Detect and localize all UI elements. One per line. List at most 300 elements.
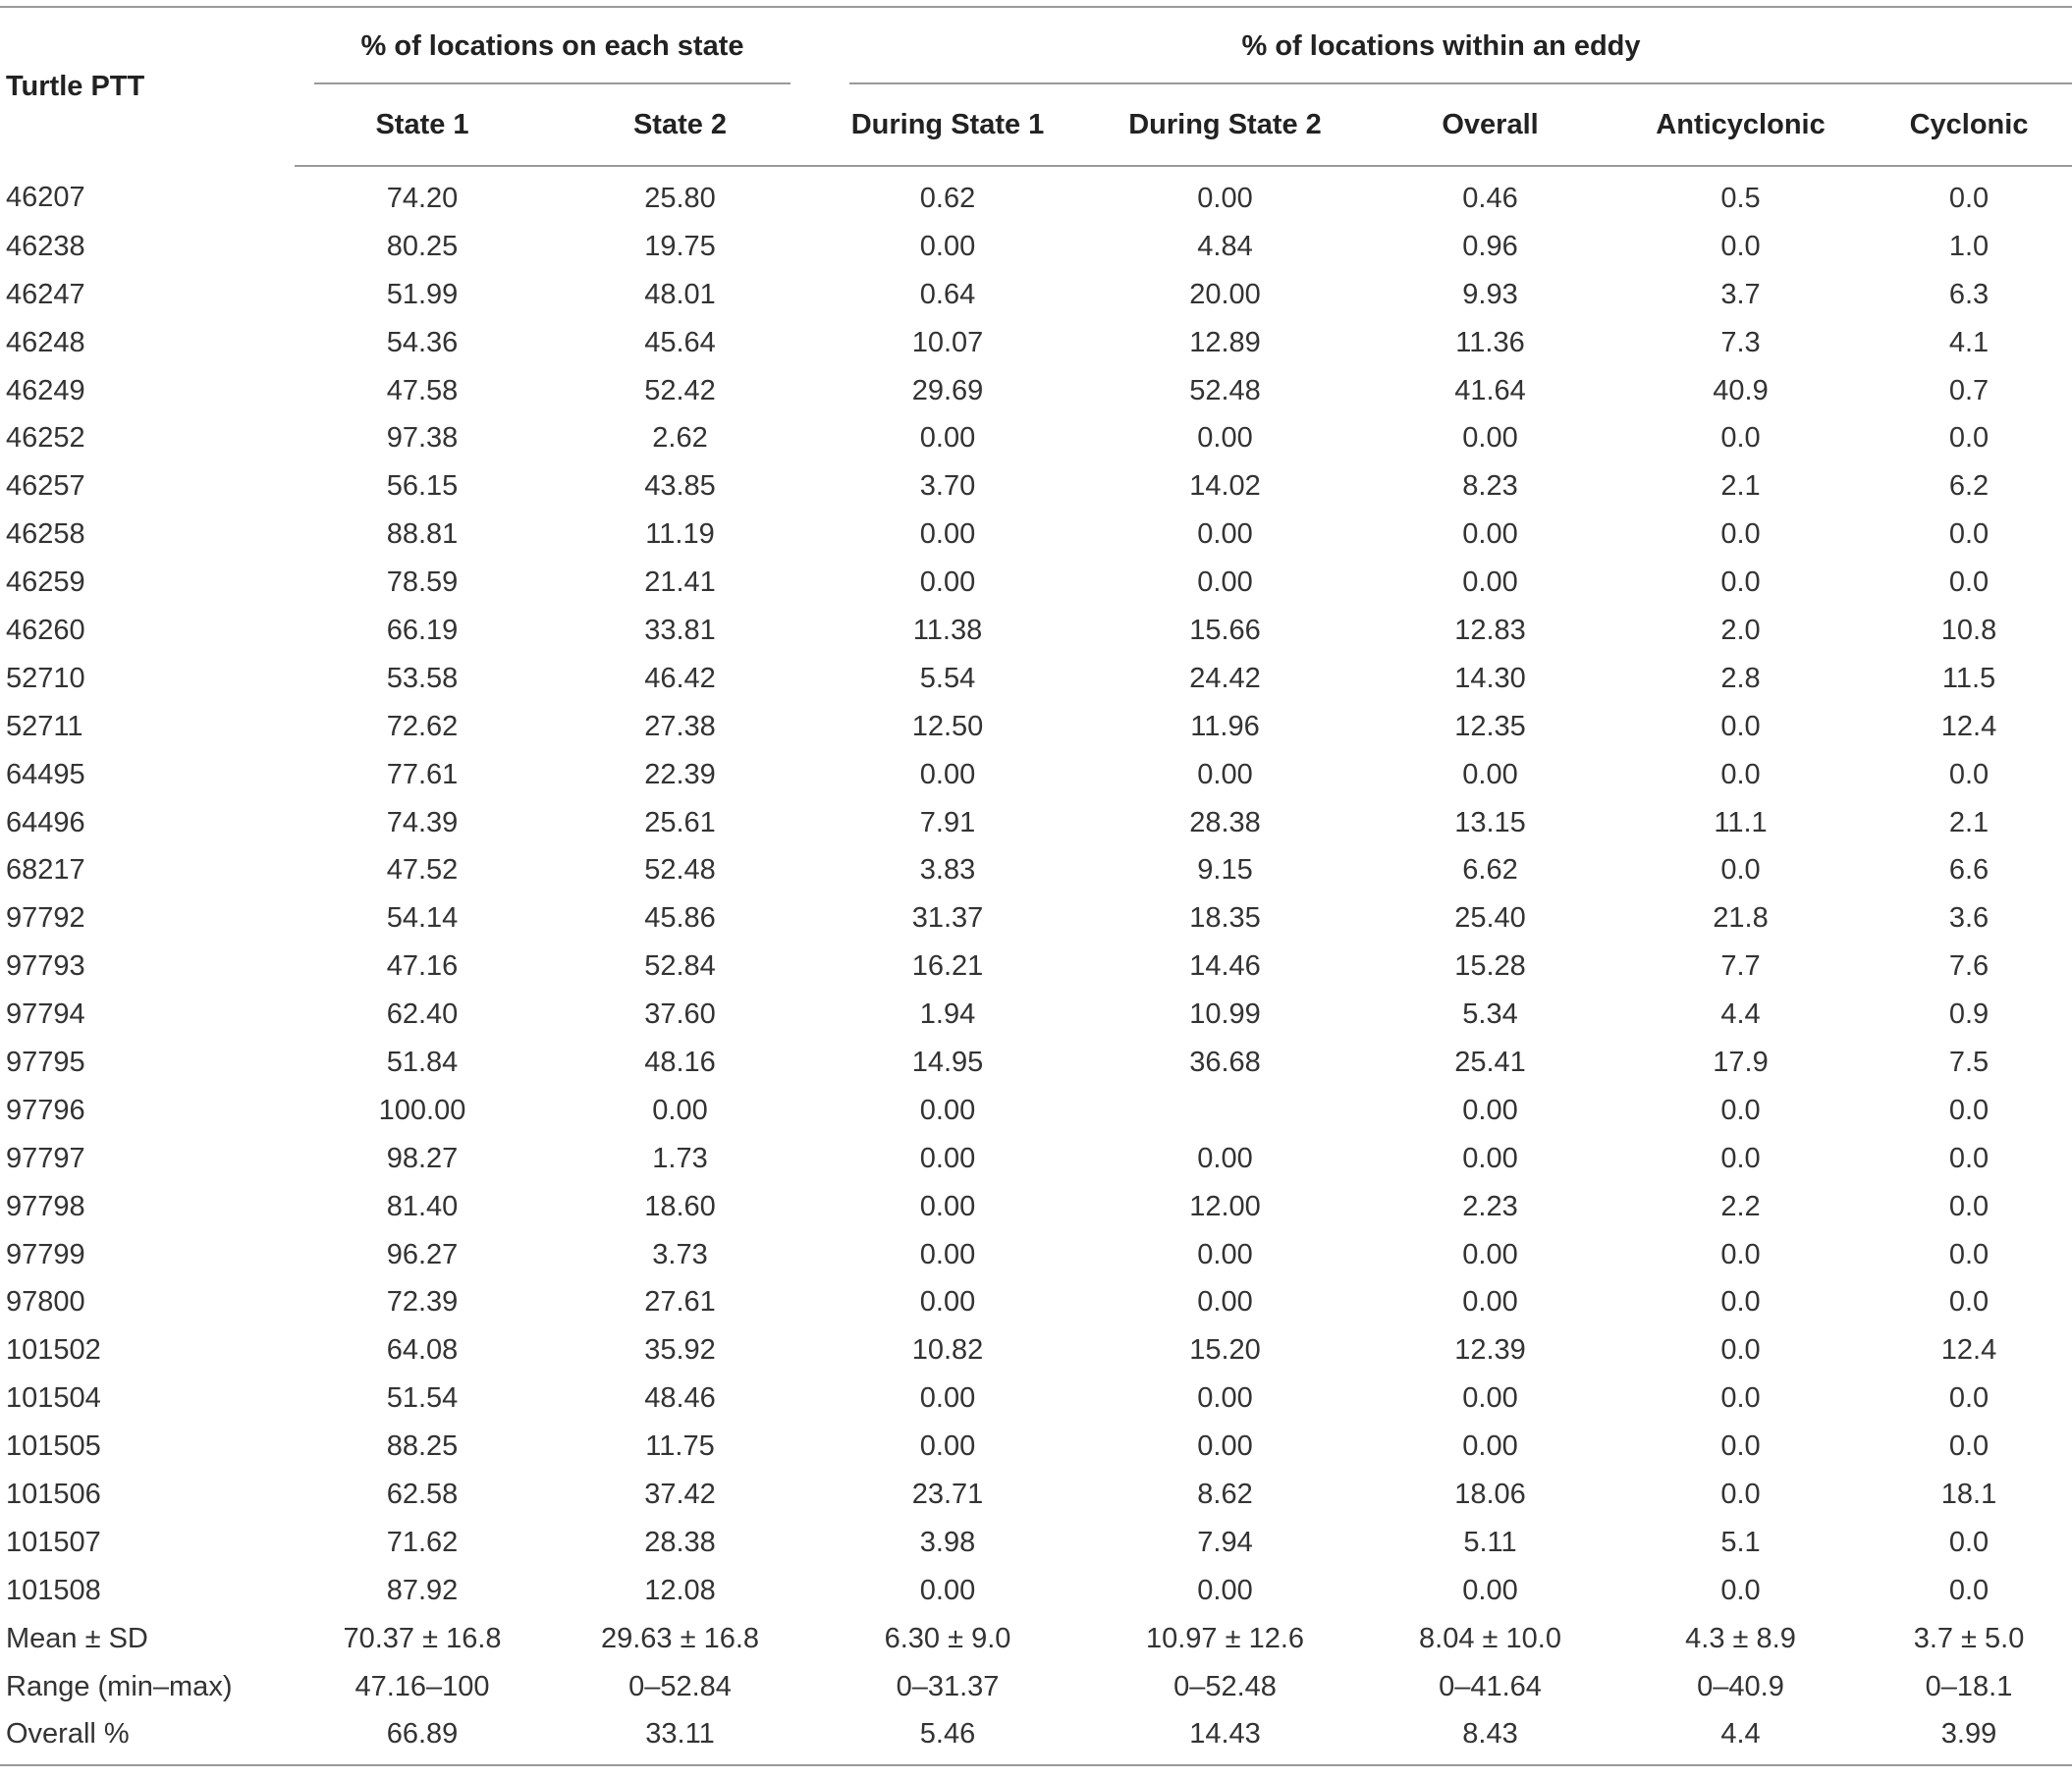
table-cell: 47.58 xyxy=(386,374,459,406)
table-cell: 14.02 xyxy=(1189,470,1261,503)
row-label: 97797 xyxy=(6,1142,85,1174)
table-cell: 5.46 xyxy=(810,1711,1085,1766)
table-cell: 12.4 xyxy=(1940,1334,1997,1367)
table-cell: 37.60 xyxy=(644,998,716,1031)
table-cell: 19.75 xyxy=(644,230,716,262)
table-cell: 0.00 xyxy=(1462,422,1518,455)
table-cell: 0.9 xyxy=(1948,998,1990,1031)
table-row xyxy=(0,846,2072,894)
table-row xyxy=(0,1326,2072,1375)
table-cell: 0.0 xyxy=(1948,1430,1990,1463)
table-cell: 5.11 xyxy=(1463,1526,1517,1558)
table-cell: 4.3 ± 8.9 xyxy=(1685,1622,1796,1654)
table-row xyxy=(0,511,2072,559)
table-row xyxy=(0,223,2072,271)
table-cell: 8.04 ± 10.0 xyxy=(1419,1622,1561,1654)
table-cell: 4.4 xyxy=(1720,998,1761,1031)
row-label: 64496 xyxy=(6,806,85,838)
table-row xyxy=(0,367,2072,415)
table-cell: 0.00 xyxy=(1462,1142,1518,1174)
table-cell: 0–31.37 xyxy=(896,1670,1000,1702)
table-cell: 0.0 xyxy=(1720,710,1761,742)
table-cell: 33.81 xyxy=(644,614,716,646)
table-row xyxy=(0,1135,2072,1183)
table-cell: 16.21 xyxy=(911,950,984,983)
row-label: 46207 xyxy=(6,182,85,214)
table-cell: 25.61 xyxy=(644,806,716,838)
table-cell: 3.7 ± 5.0 xyxy=(1913,1622,2025,1654)
table-row xyxy=(0,1278,2072,1326)
table-cell: 14.95 xyxy=(911,1046,984,1078)
table-cell: 3.7 xyxy=(1720,278,1761,310)
table-cell: 7.91 xyxy=(919,806,976,838)
table-cell: 0.00 xyxy=(919,518,976,551)
table-cell: 70.37 ± 16.8 xyxy=(343,1622,502,1654)
table-cell: 21.8 xyxy=(1713,902,1769,935)
row-label: 64495 xyxy=(6,758,85,790)
table-cell: 53.58 xyxy=(386,662,459,694)
table-cell: 54.14 xyxy=(386,902,459,935)
row-label: 46257 xyxy=(6,470,85,503)
table-cell: 11.75 xyxy=(645,1430,715,1463)
table-cell: 74.20 xyxy=(386,182,459,214)
table-cell: 5.34 xyxy=(1462,998,1518,1031)
table-row xyxy=(0,991,2072,1039)
table-cell: 0.00 xyxy=(919,1238,976,1270)
table-cell: 0.00 xyxy=(919,230,976,262)
table-row xyxy=(0,271,2072,319)
row-label: 68217 xyxy=(6,854,85,887)
table-cell: 0.0 xyxy=(1948,422,1990,455)
table-cell: 25.41 xyxy=(1454,1046,1526,1078)
table-cell: 18.06 xyxy=(1454,1478,1526,1510)
table-cell: 96.27 xyxy=(386,1238,459,1270)
table-cell: 81.40 xyxy=(386,1190,459,1222)
table-cell: 2.0 xyxy=(1720,614,1761,646)
row-label: Overall % xyxy=(0,1711,295,1766)
table-cell: 0.0 xyxy=(1720,1430,1761,1463)
table-cell: 66.19 xyxy=(386,614,459,646)
row-label: 97796 xyxy=(6,1094,85,1126)
table-cell: 43.85 xyxy=(644,470,716,503)
table-row xyxy=(0,1039,2072,1087)
table-cell: 0–40.9 xyxy=(1697,1670,1784,1702)
table-row xyxy=(0,559,2072,607)
table-cell: 14.46 xyxy=(1189,950,1261,983)
table-cell: 48.16 xyxy=(644,1046,716,1078)
table-cell: 0.00 xyxy=(1462,1574,1518,1606)
table-cell: 0.0 xyxy=(1948,1142,1990,1174)
table-cell: 4.84 xyxy=(1197,230,1253,262)
table-cell: 0.00 xyxy=(919,758,976,790)
table-cell: 6.3 xyxy=(1948,278,1990,310)
table-cell: 7.94 xyxy=(1197,1526,1253,1558)
table-cell: 31.37 xyxy=(911,902,984,935)
table-cell: 0.00 xyxy=(919,1430,976,1463)
table-cell: 0.00 xyxy=(1462,1094,1518,1126)
table-cell: 28.38 xyxy=(1189,806,1261,838)
table-cell: 0.00 xyxy=(652,1094,708,1126)
table-row xyxy=(0,1711,2072,1766)
table-cell: 87.92 xyxy=(386,1574,459,1606)
table-cell: 12.00 xyxy=(1189,1190,1261,1222)
table-row xyxy=(0,1471,2072,1519)
table-cell: 35.92 xyxy=(644,1334,716,1367)
table-cell: 3.99 xyxy=(1866,1711,2072,1766)
table-cell: 15.20 xyxy=(1189,1334,1261,1367)
table-cell: 5.54 xyxy=(919,662,976,694)
header-turtle-ptt: Turtle PTT xyxy=(0,7,295,166)
table-row xyxy=(0,1567,2072,1615)
table-cell: 41.64 xyxy=(1454,374,1526,406)
table-cell: 2.2 xyxy=(1720,1190,1761,1222)
table-cell: 18.60 xyxy=(644,1190,716,1222)
table-cell: 12.50 xyxy=(911,710,984,742)
row-label: 97800 xyxy=(6,1286,85,1319)
column-header: Overall xyxy=(1365,84,1615,166)
table-cell: 0–18.1 xyxy=(1925,1670,2013,1702)
table-cell: 7.5 xyxy=(1948,1046,1990,1078)
table-cell: 0.0 xyxy=(1720,1478,1761,1510)
table-cell: 97.38 xyxy=(386,422,459,455)
table-cell: 0.00 xyxy=(1197,1142,1253,1174)
table-container xyxy=(0,6,2072,1766)
header-group-states xyxy=(295,7,810,84)
table-cell: 21.41 xyxy=(644,566,716,599)
table-cell: 0.0 xyxy=(1948,566,1990,599)
table-cell: 11.5 xyxy=(1941,662,1996,694)
data-table xyxy=(0,6,2072,1766)
table-cell: 7.3 xyxy=(1720,326,1761,358)
row-label: 101507 xyxy=(6,1526,101,1558)
table-cell: 7.6 xyxy=(1948,950,1990,983)
table-cell: 0.00 xyxy=(919,1094,976,1126)
table-cell: 5.1 xyxy=(1720,1526,1761,1558)
table-cell: 0.00 xyxy=(1197,1382,1253,1415)
table-cell: 0.0 xyxy=(1948,758,1990,790)
table-cell: 72.62 xyxy=(386,710,459,742)
table-cell: 0.0 xyxy=(1720,518,1761,551)
table-cell: 12.4 xyxy=(1940,710,1997,742)
table-cell: 2.1 xyxy=(1948,806,1990,838)
header-group-eddy xyxy=(810,7,2072,84)
table-cell: 0.0 xyxy=(1720,1286,1761,1319)
table-row xyxy=(0,894,2072,943)
table-cell: 66.89 xyxy=(295,1711,550,1766)
table-cell: 13.15 xyxy=(1454,806,1526,838)
row-label: 97798 xyxy=(6,1190,85,1222)
table-cell: 62.40 xyxy=(386,998,459,1031)
table-cell: 0.00 xyxy=(1462,758,1518,790)
table-row xyxy=(0,319,2072,367)
table-cell: 47.16 xyxy=(386,950,459,983)
table-cell: 40.9 xyxy=(1713,374,1769,406)
table-cell: 0.96 xyxy=(1462,230,1518,262)
table-cell: 29.63 ± 16.8 xyxy=(600,1622,760,1654)
table-row xyxy=(0,607,2072,655)
table-cell: 7.7 xyxy=(1720,950,1761,983)
table-cell: 0.5 xyxy=(1720,182,1761,214)
table-cell: 11.38 xyxy=(912,614,983,646)
group-rule-eddy xyxy=(849,82,2072,84)
table-cell: 9.93 xyxy=(1462,278,1518,310)
table-cell: 14.30 xyxy=(1454,662,1526,694)
table-row xyxy=(0,462,2072,511)
table-cell: 0.00 xyxy=(1462,1382,1518,1415)
table-cell: 27.61 xyxy=(644,1286,716,1319)
table-row xyxy=(0,703,2072,751)
table-cell: 11.1 xyxy=(1714,806,1768,838)
table-cell: 0.00 xyxy=(1462,1430,1518,1463)
table-cell: 2.1 xyxy=(1720,470,1761,503)
table-cell: 48.46 xyxy=(644,1382,716,1415)
table-cell: 0.0 xyxy=(1720,854,1761,887)
table-row xyxy=(0,414,2072,462)
row-label: 97792 xyxy=(6,902,85,935)
table-cell: 37.42 xyxy=(644,1478,716,1510)
table-cell: 0.00 xyxy=(1197,1238,1253,1270)
table-cell: 80.25 xyxy=(386,230,459,262)
table-row xyxy=(0,1087,2072,1135)
table-cell: 18.1 xyxy=(1940,1478,1997,1510)
table-cell: 14.43 xyxy=(1085,1711,1365,1766)
table-row xyxy=(0,799,2072,847)
table-cell: 2.62 xyxy=(652,422,708,455)
table-cell: 45.64 xyxy=(644,326,716,358)
row-label: 101506 xyxy=(6,1478,101,1510)
table-cell: 0.0 xyxy=(1948,1526,1990,1558)
row-label: 52711 xyxy=(6,710,83,742)
table-cell: 0.00 xyxy=(1462,1286,1518,1319)
table-cell: 10.99 xyxy=(1189,998,1261,1031)
table-cell: 0.00 xyxy=(1197,1430,1253,1463)
table-cell: 4.1 xyxy=(1948,326,1990,358)
row-label: 97799 xyxy=(6,1238,85,1270)
table-cell: 0.0 xyxy=(1948,1238,1990,1270)
table-cell: 0.00 xyxy=(1462,1238,1518,1270)
table-cell: 9.15 xyxy=(1197,854,1253,887)
table-row xyxy=(0,1231,2072,1279)
column-header: During State 2 xyxy=(1085,84,1365,166)
table-cell: 77.61 xyxy=(386,758,459,790)
table-cell: 8.23 xyxy=(1462,470,1518,503)
table-cell: 10.82 xyxy=(911,1334,984,1367)
table-cell: 0.0 xyxy=(1948,518,1990,551)
row-label: 97793 xyxy=(6,950,85,983)
table-cell: 52.84 xyxy=(644,950,716,983)
row-label: 46238 xyxy=(6,230,85,262)
table-cell: 56.15 xyxy=(386,470,459,503)
table-cell: 0.00 xyxy=(919,1142,976,1174)
table-cell: 64.08 xyxy=(386,1334,459,1367)
row-label: 101502 xyxy=(6,1334,101,1367)
table-row xyxy=(0,1519,2072,1567)
table-cell: 10.8 xyxy=(1940,614,1997,646)
table-cell: 11.96 xyxy=(1190,710,1260,742)
table-row xyxy=(0,1663,2072,1711)
table-cell: 12.35 xyxy=(1454,710,1526,742)
table-cell: 18.35 xyxy=(1189,902,1261,935)
table-cell: 71.62 xyxy=(386,1526,459,1558)
table-cell: 0.0 xyxy=(1720,1238,1761,1270)
table-cell: 0.0 xyxy=(1948,1286,1990,1319)
table-cell: 47.52 xyxy=(386,854,459,887)
row-label: 97794 xyxy=(6,998,85,1031)
table-cell: 3.70 xyxy=(919,470,976,503)
table-cell: 3.73 xyxy=(652,1238,708,1270)
table-cell: 25.80 xyxy=(644,182,716,214)
row-label: 97795 xyxy=(6,1046,85,1078)
table-cell: 62.58 xyxy=(386,1478,459,1510)
table-cell: 25.40 xyxy=(1454,902,1526,935)
table-cell: 98.27 xyxy=(386,1142,459,1174)
table-cell: 12.83 xyxy=(1454,614,1526,646)
header-group-eddy-label: % of locations within an eddy xyxy=(1241,29,1641,62)
table-row xyxy=(0,1183,2072,1231)
group-rule-states xyxy=(314,82,791,84)
table-cell: 0.0 xyxy=(1720,1142,1761,1174)
table-cell: 10.97 ± 12.6 xyxy=(1145,1622,1305,1654)
table-cell: 51.84 xyxy=(386,1046,459,1078)
table-cell: 51.99 xyxy=(386,278,459,310)
table-cell: 0.00 xyxy=(1197,1574,1253,1606)
table-cell: 10.07 xyxy=(911,326,984,358)
table-cell: 3.83 xyxy=(919,854,976,887)
table-cell: 6.2 xyxy=(1948,470,1990,503)
table-cell: 8.62 xyxy=(1197,1478,1253,1510)
table-cell: 33.11 xyxy=(550,1711,810,1766)
table-cell: 0–41.64 xyxy=(1439,1670,1542,1702)
table-row xyxy=(0,943,2072,991)
table-cell: 0.0 xyxy=(1948,1190,1990,1222)
table-cell: 0.00 xyxy=(919,1382,976,1415)
table-cell: 54.36 xyxy=(386,326,459,358)
table-cell: 0.64 xyxy=(919,278,976,310)
table-cell: 0.00 xyxy=(1462,518,1518,551)
column-header: Anticyclonic xyxy=(1615,84,1866,166)
table-cell: 0.00 xyxy=(919,566,976,599)
column-header: Cyclonic xyxy=(1866,84,2072,166)
table-cell: 0.0 xyxy=(1948,182,1990,214)
table-row xyxy=(0,166,2072,223)
table-cell: 0.00 xyxy=(1197,758,1253,790)
table-cell: 0.00 xyxy=(919,1286,976,1319)
table-cell: 0.0 xyxy=(1720,230,1761,262)
table-cell: 12.08 xyxy=(644,1574,716,1606)
header-group-states-label: % of locations on each state xyxy=(360,29,744,62)
row-label: 46249 xyxy=(6,374,85,406)
table-cell: 0.0 xyxy=(1948,1574,1990,1606)
table-cell: 0.00 xyxy=(1197,1286,1253,1319)
table-cell: 0.0 xyxy=(1720,1382,1761,1415)
table-cell: 0.0 xyxy=(1720,1094,1761,1126)
row-label: 46258 xyxy=(6,518,85,551)
table-cell: 1.73 xyxy=(652,1142,708,1174)
table-cell: 0.62 xyxy=(919,182,976,214)
table-cell: 52.42 xyxy=(644,374,716,406)
row-label: 101505 xyxy=(6,1430,101,1463)
table-cell: 0–52.48 xyxy=(1173,1670,1277,1702)
column-header: State 1 xyxy=(295,84,550,166)
table-cell: 0.00 xyxy=(919,1574,976,1606)
table-cell: 0–52.84 xyxy=(628,1670,732,1702)
table-cell: 3.98 xyxy=(919,1526,976,1558)
table-cell: 0.00 xyxy=(1197,566,1253,599)
table-cell: 72.39 xyxy=(386,1286,459,1319)
header-row-1 xyxy=(0,7,2072,84)
table-cell: 6.6 xyxy=(1948,854,1990,887)
table-cell: 11.36 xyxy=(1455,326,1525,358)
table-cell: 0.00 xyxy=(1197,518,1253,551)
table-cell: 0.00 xyxy=(919,1190,976,1222)
column-header: During State 1 xyxy=(810,84,1085,166)
table-cell: 2.8 xyxy=(1720,662,1761,694)
row-label: Mean ± SD xyxy=(6,1622,148,1654)
table-row xyxy=(0,1375,2072,1423)
table-cell: 0.46 xyxy=(1462,182,1518,214)
header-row-2 xyxy=(0,84,2072,166)
row-label: 101504 xyxy=(6,1382,101,1415)
table-cell: 15.28 xyxy=(1454,950,1526,983)
table-cell: 52.48 xyxy=(1189,374,1261,406)
table-cell: 52.48 xyxy=(644,854,716,887)
table-cell: 46.42 xyxy=(644,662,716,694)
table-cell: 22.39 xyxy=(644,758,716,790)
table-body xyxy=(0,166,2072,1765)
table-row xyxy=(0,1615,2072,1663)
table-cell: 1.94 xyxy=(919,998,976,1031)
table-cell: 29.69 xyxy=(911,374,984,406)
table-cell: 88.25 xyxy=(386,1430,459,1463)
table-cell: 0.0 xyxy=(1720,422,1761,455)
table-cell: 48.01 xyxy=(644,278,716,310)
table-cell: 3.6 xyxy=(1948,902,1990,935)
row-label: 101508 xyxy=(6,1574,101,1606)
row-label: 46248 xyxy=(6,326,85,358)
row-label: 46260 xyxy=(6,614,85,646)
table-cell: 1.0 xyxy=(1948,230,1990,262)
table-cell: 23.71 xyxy=(911,1478,984,1510)
table-cell: 0.0 xyxy=(1720,1574,1761,1606)
table-cell: 0.0 xyxy=(1720,566,1761,599)
table-cell: 6.62 xyxy=(1462,854,1518,887)
table-cell: 47.16–100 xyxy=(354,1670,490,1702)
table-cell: 27.38 xyxy=(644,710,716,742)
table-cell: 36.68 xyxy=(1189,1046,1261,1078)
table-cell: 20.00 xyxy=(1189,278,1261,310)
table-cell: 24.42 xyxy=(1189,662,1261,694)
table-cell: 0.00 xyxy=(1197,182,1253,214)
table-cell: 4.4 xyxy=(1615,1711,1866,1766)
table-cell: 6.30 ± 9.0 xyxy=(884,1622,1011,1654)
table-cell: 74.39 xyxy=(386,806,459,838)
row-label: Range (min–max) xyxy=(6,1670,233,1702)
table-cell: 0.0 xyxy=(1720,1334,1761,1367)
table-cell: 88.81 xyxy=(386,518,459,551)
table-cell: 12.39 xyxy=(1454,1334,1526,1367)
table-cell: 28.38 xyxy=(644,1526,716,1558)
row-label: 46247 xyxy=(6,278,85,310)
table-cell: 0.00 xyxy=(1197,422,1253,455)
row-label: 52710 xyxy=(6,662,85,694)
table-cell: 78.59 xyxy=(386,566,459,599)
table-cell: 0.00 xyxy=(1462,566,1518,599)
column-header: State 2 xyxy=(550,84,810,166)
table-cell: 17.9 xyxy=(1713,1046,1769,1078)
table-cell: 0.0 xyxy=(1720,758,1761,790)
table-cell: 12.89 xyxy=(1189,326,1261,358)
table-row xyxy=(0,1423,2072,1471)
